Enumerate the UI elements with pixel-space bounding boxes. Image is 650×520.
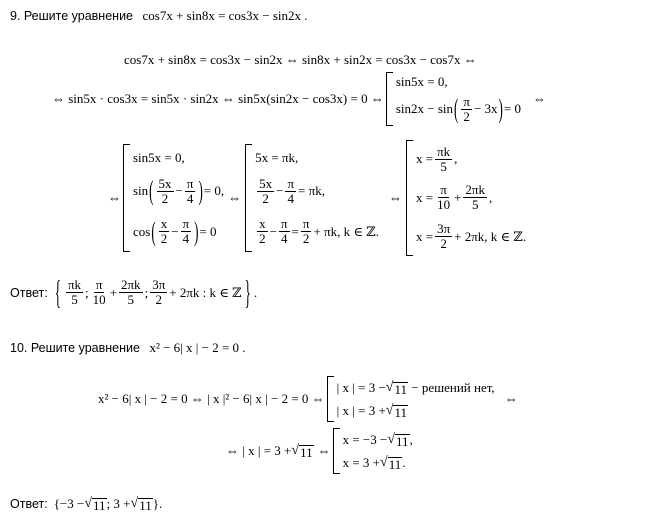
- solution-10-line-2: ⇔ | x | = 3 + √ 11 ⇔ x = −3 − √ 11 , x = 3 + √ 11 .: [226, 428, 415, 474]
- answer-10-set: {−3 − √ 11 ; 3 + √ 11 }.: [53, 496, 163, 513]
- line-2-right: ⇔: [532, 91, 546, 106]
- problem-9-equation: cos7x + sin8x = cos3x − sin2x .: [142, 8, 308, 23]
- solution-9-line-2: [52, 72, 546, 126]
- line-2-left: ⇔ | x | = 3 +: [226, 443, 292, 458]
- system-row: x = 3 + √ 11 .: [342, 454, 406, 472]
- answer-label: Ответ:: [10, 497, 48, 511]
- system-row: $\frac{x}{2}$ − $\frac{\pi}{4}$ = $\frac{\pi}{2}$ + πk, k ∈ ℤ.: [259, 216, 379, 247]
- solution-10-line-1: [98, 376, 518, 422]
- system-row: cos ( $\frac{x}{2}$ − $\frac{\pi}{4}$ ) = 0: [133, 215, 217, 247]
- equiv-arrow: ⇔: [108, 190, 121, 205]
- equiv-arrow: ⇔: [388, 190, 402, 205]
- problem-10-statement: [10, 340, 246, 356]
- system-row: | x | = 3 + √ 11: [336, 402, 407, 420]
- equiv-arrow: ⇔: [504, 391, 518, 406]
- system-row: sin5x = 0,: [133, 149, 185, 165]
- equiv-arrow: ⇔: [317, 443, 331, 458]
- solution-9-line-1: cos7x + sin8x = cos3x − sin2x ⇔ sin8x + sin2x = cos3x − cos7x ⇔: [124, 52, 477, 67]
- equiv-arrow: ⇔: [228, 190, 242, 205]
- problem-9-label: 9. Решите уравнение: [10, 9, 134, 23]
- system-row: $\frac{5x}{2}$ − $\frac{\pi}{4}$ = πk,: [259, 175, 325, 206]
- system-row: x = $\frac{3\pi}{2}$ + 2πk, k ∈ ℤ.: [415, 221, 527, 252]
- set-bracket: [333, 428, 413, 474]
- answer-9: [10, 271, 258, 311]
- answer-9-set: { $\frac{\pi k}{5}$ ; $\frac{\pi}{10}$ + $\frac{2\pi k}{5}$ ; $\frac{3\pi}{2}$ + 2πk : k ∈ ℤ } .: [54, 271, 258, 311]
- set-bracket: [123, 144, 224, 252]
- system-row: sin2x − sin ( $\frac{\pi}{2}$ − 3x ) = 0: [395, 92, 521, 124]
- solution-9-line-3: [108, 140, 528, 256]
- system-row: x = $\frac{\pi k}{5}$ ,: [415, 143, 458, 174]
- problem-10-equation: x² − 6| x | − 2 = 0 .: [149, 340, 246, 355]
- set-bracket: [245, 144, 379, 252]
- set-bracket: [406, 140, 526, 256]
- system-row: x = $\frac{\pi}{10}$ + $\frac{2\pi k}{5}$ ,: [415, 182, 493, 213]
- answer-10: [10, 496, 162, 512]
- system-row: sin ( $\frac{5x}{2}$ − $\frac{\pi}{4}$ ) = 0,: [133, 174, 225, 207]
- set-bracket: [386, 72, 521, 126]
- system-row: sin5x = 0,: [395, 74, 448, 90]
- system-row: x = −3 − √ 11 ,: [342, 431, 413, 449]
- system-row: | x | = 3 − √ 11 − решений нет,: [336, 379, 495, 397]
- problem-9-statement: [10, 8, 308, 24]
- problem-10-label: 10. Решите уравнение: [10, 341, 140, 355]
- answer-label: Ответ:: [10, 285, 48, 300]
- line-1-left: x² − 6| x | − 2 = 0 ⇔ | x |² − 6| x | − 2 = 0 ⇔: [98, 391, 325, 406]
- system-row: 5x = πk,: [255, 149, 299, 165]
- set-bracket: [327, 376, 495, 422]
- line-2-left: ⇔ sin5x · cos3x = sin5x · sin2x ⇔ sin5x(sin2x − cos3x) = 0 ⇔: [52, 91, 384, 106]
